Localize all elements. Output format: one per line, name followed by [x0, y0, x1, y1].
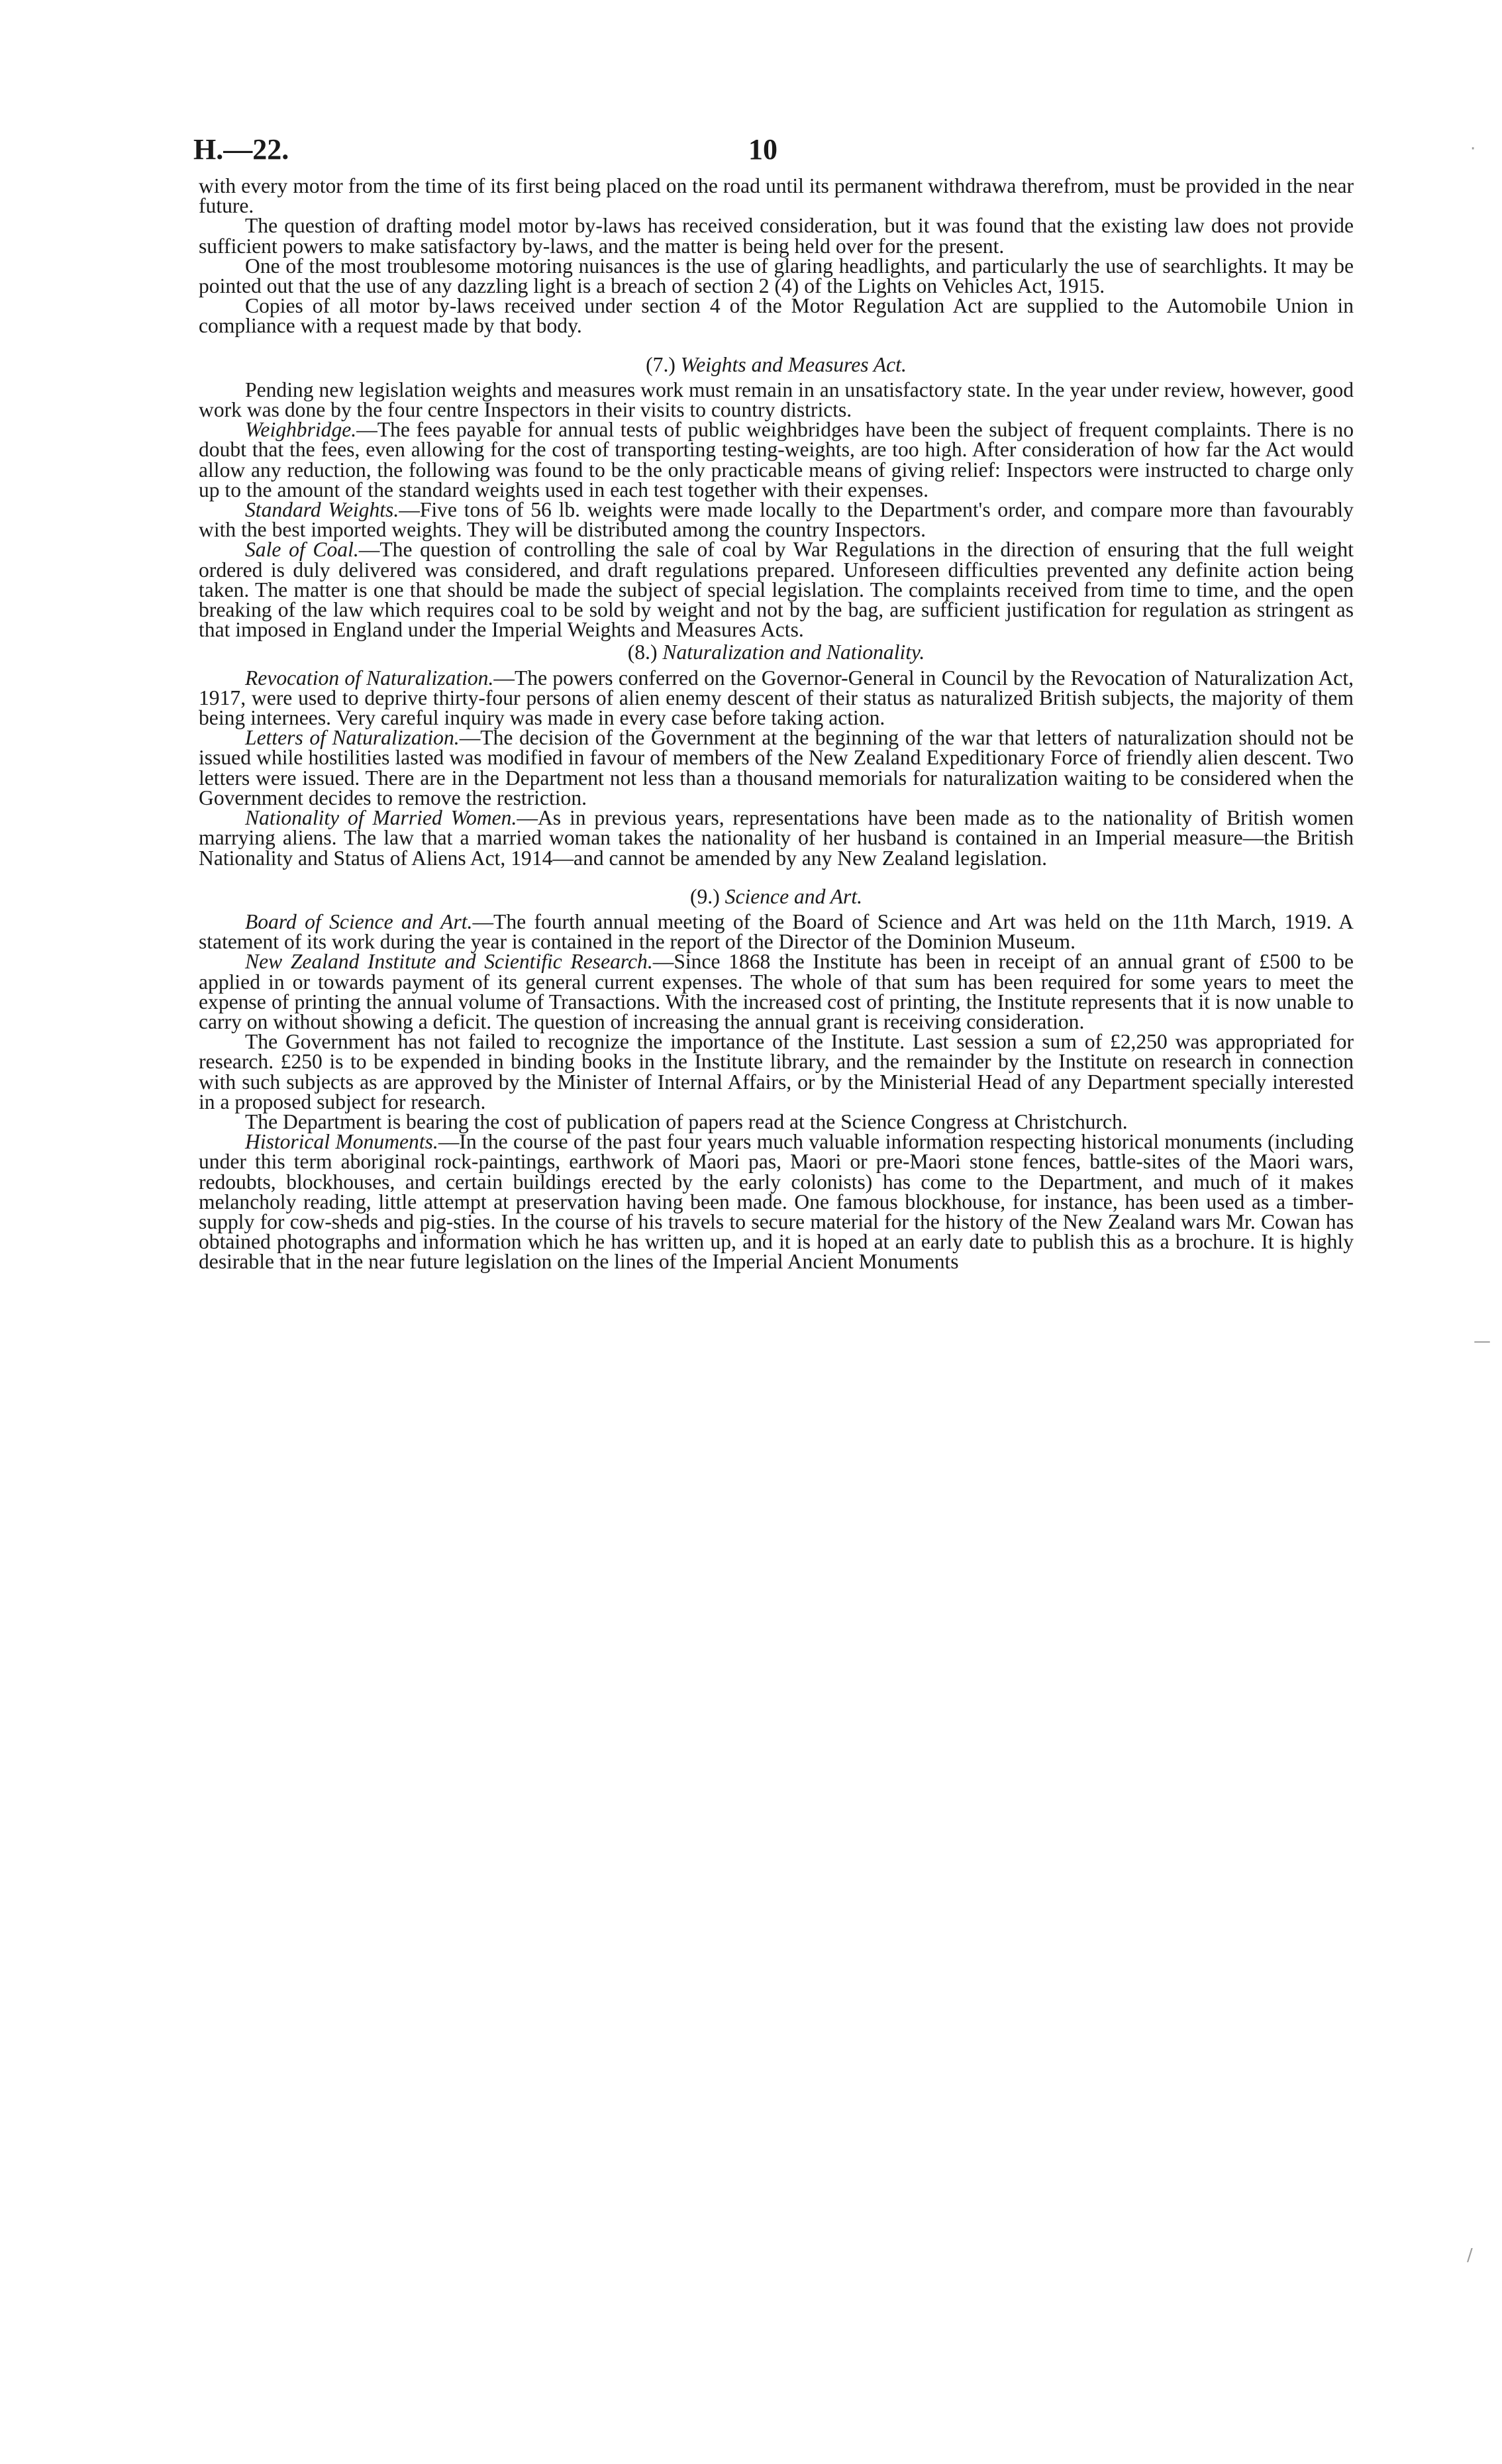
paragraph-revocation: [199, 668, 1354, 729]
section-number: (9.): [689, 884, 720, 908]
paragraph-lead: Standard Weights.: [245, 498, 399, 522]
section-number: (8.): [627, 641, 658, 664]
paragraph-text: —The decision of the Government at the beginning of the war that letters of naturalization should not be issued while hostilities lasted was modified in favour of members of the New Zealand Expeditionary Force of friendly alien descent. Two letters were issued. There are in the Department not less than a thousand memorials for naturalization waiting to be considered when the Government decides to remove the restriction.: [199, 726, 1354, 809]
body-text: [199, 176, 1354, 1272]
paragraph-letters-naturalization: [199, 728, 1354, 808]
paragraph-motor-bylaws: The question of drafting model motor by-laws has received consideration, but it was found that the existing law does not provide sufficient powers to make satisfactory by-laws, and the matter is being held over for the present.: [199, 214, 1354, 258]
section-title: Naturalization and Nationality.: [662, 641, 925, 664]
paragraph-lead: Revocation of Naturalization.: [245, 666, 494, 690]
paragraph-text: —Five tons of 56 lb. weights were made locally to the Department's order, and compare more than favourably with the best imported weights. They will be distributed among the country Inspectors.: [199, 498, 1354, 542]
report-reference: H.—22.: [193, 133, 289, 166]
paragraph-text: —The powers conferred on the Governor-General in Council by the Revocation of Naturalization Act, 1917, were used to deprive thirty-four persons of alien enemy descent of their status as naturalized British subjects, the majority of them being internees. Very careful inquiry was made in every case before taking action.: [199, 666, 1354, 730]
paragraph-government-research: The Government has not failed to recognize the importance of the Institute. Last session a sum of £2,250 was appropriated for research. £250 is to be expended in binding books in the Institute library, and the remainder by the Institute on research in connection with such subjects as are approved by the Minister of Internal Affairs, or by the Ministerial Head of any Department specially interested in a proposed subject for research.: [199, 1030, 1354, 1113]
paragraph-text: —In the course of the past four years much valuable information respecting historical monuments (including under this term aboriginal rock-paintings, earthwork of Maori pas, Maori or pre-Maori stone fences, battle-sites of the Maori wars, redoubts, blockhouses, and certain buildings erected by the early colonists) has come to the Department, and much of it makes melancholy reading, little attempt at preservation having been made. One famous blockhouse, for instance, has been used as a timber-supply for cow-sheds and pig-sties. In the course of his travels to secure material for the history of the New Zealand wars Mr. Cowan has obtained photographs and information which he has written up, and it is hoped at an early date to publish this as a brochure. It is highly desirable that in the near future legislation on the lines of the Imperial Ancient Monuments: [199, 1130, 1354, 1274]
paragraph-lead: Letters of Naturalization.: [245, 726, 460, 750]
section-heading-naturalization: [199, 642, 1354, 662]
section-number: (7.): [646, 352, 676, 376]
paragraph-lead: Nationality of Married Women.: [245, 806, 517, 830]
paragraph-text: —As in previous years, representations have been made as to the nationality of British women marrying aliens. The law that a married woman takes the nationality of her husband is contained in an Imperial measure—the British Nationality and Status of Aliens Act, 1914—and cannot be amended by any New Zealand legislation.: [199, 806, 1354, 870]
paragraph-text: —Since 1868 the Institute has been in receipt of an annual grant of £500 to be applied in or towards payment of its general current expenses. The whole of that sum has been required for some years to meet the expense of printing the annual volume of Transactions. With the increased cost of printing, the Institute represents that it is now unable to carry on without showing a deficit. The question of increasing the annual grant is receiving consideration.: [199, 950, 1354, 1033]
paragraph-weighbridge: [199, 420, 1354, 500]
running-header: [193, 132, 1354, 176]
paragraph-automobile-union: Copies of all motor by-laws received under section 4 of the Motor Regulation Act are supplied to the Automobile Union in compliance with a request made by that body.: [199, 294, 1354, 338]
paragraph-science-congress: The Department is bearing the cost of publication of papers read at the Science Congress at Christchurch.: [245, 1109, 1128, 1133]
paragraph-historical-monuments: [199, 1132, 1354, 1272]
margin-scan-mark: ·: [1470, 139, 1476, 159]
section-title: Weights and Measures Act.: [680, 352, 907, 376]
section-heading-science-art: [199, 884, 1354, 908]
page-number: 10: [748, 133, 777, 166]
paragraph-board-science-art: [199, 909, 1354, 954]
paragraph-lead: Historical Monuments.: [245, 1130, 438, 1154]
paragraph-text: —The question of controlling the sale of coal by War Regulations in the direction of ensuring that the full weight ordered is duly delivered was considered, and draft regulations prepared. Unforeseen difficulties prevented any definite action being taken. The matter is one that should be made the subject of special legislation. The complaints received from time to time, and the open breaking of the law which requires coal to be sold by weight and not by the bag, are sufficient justification for regulation as stringent as that imposed in England under the Imperial Weights and Measures Acts.: [199, 538, 1354, 642]
paragraph-married-women: [199, 808, 1354, 868]
paragraph-text: —The fees payable for annual tests of public weighbridges have been the subject of frequent complaints. There is no doubt that the fees, even allowing for the cost of transporting testing-weights, are too high. After consideration of how far the Act would allow any reduction, the following was found to be the only practicable means of giving relief: Inspectors were instructed to charge only up to the amount of the standard weights used in each test together with their expenses.: [199, 418, 1354, 501]
paragraph-lead: Board of Science and Art.: [245, 909, 473, 933]
paragraph-lead: Sale of Coal.: [245, 538, 359, 562]
paragraph-text: —The fourth annual meeting of the Board of Science and Art was held on the 11th March, 1919. A statement of its work during the year is contained in the report of the Director of the Dominion Museum.: [199, 909, 1354, 954]
paragraph-weights-intro: Pending new legislation weights and measures work must remain in an unsatisfactory state. In the year under review, however, good work was done by the four centre Inspectors in their visits to country districts.: [199, 378, 1354, 422]
paragraph-sale-of-coal: [199, 540, 1354, 640]
paragraph-headlights: One of the most troublesome motoring nuisances is the use of glaring headlights, and particularly the use of searchlights. It may be pointed out that the use of any dazzling light is a breach of section 2 (4) of the Lights on Vehicles Act, 1915.: [199, 254, 1354, 298]
paragraph-lead: Weighbridge.: [245, 418, 357, 442]
section-title: Science and Art.: [725, 884, 862, 908]
page-content: [193, 132, 1354, 1274]
section-heading-weights-measures: [199, 352, 1354, 376]
paragraph-nz-institute: [199, 952, 1354, 1032]
paragraph-standard-weights: [199, 500, 1354, 540]
margin-scan-mark: /: [1467, 2245, 1473, 2265]
paragraph-lead: New Zealand Institute and Scientific Research.: [245, 950, 653, 974]
paragraph-motor-register: with every motor from the time of its first being placed on the road until its permanent withdrawa therefrom, must be provided in the near future.: [199, 174, 1354, 218]
margin-scan-mark: —: [1474, 1331, 1491, 1351]
